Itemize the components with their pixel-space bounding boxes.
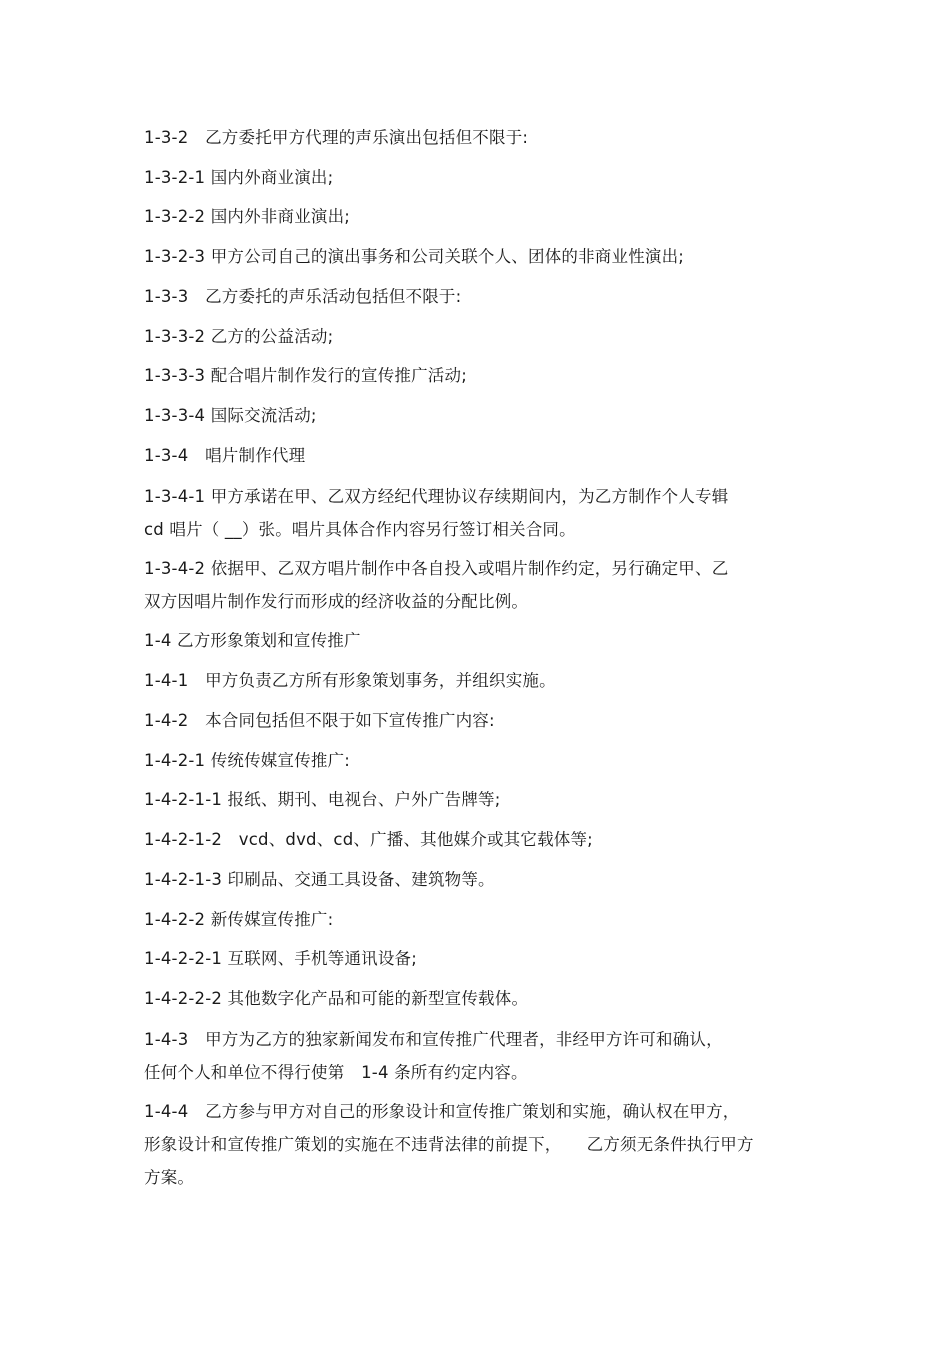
- clause-1-3-2-1: 1-3-2-1 国内外商业演出;: [144, 168, 334, 187]
- clause-1-4-2-1-1: 1-4-2-1-1 报纸、期刊、电视台、户外广告牌等;: [144, 790, 501, 809]
- clause-1-3-4-2: 1-3-4-2 依据甲、乙双方唱片制作中各自投入或唱片制作约定，另行确定甲、乙 双方因唱片制作发行而形成的经济收益的分配比例。: [144, 559, 729, 611]
- clause-1-4-2-2-2: 1-4-2-2-2 其他数字化产品和可能的新型宣传载体。: [144, 989, 529, 1008]
- clause-1-4-2-1-3: 1-4-2-1-3 印刷品、交通工具设备、建筑物等。: [144, 870, 495, 889]
- clause-1-4-2-2-1: 1-4-2-2-1 互联网、手机等通讯设备;: [144, 949, 418, 968]
- clause-1-4-2-1-2: 1-4-2-1-2 vcd、dvd、cd、广播、其他媒介或其它载体等;: [144, 830, 593, 849]
- clause-1-3-3-4: 1-3-3-4 国际交流活动;: [144, 406, 317, 425]
- clause-1-4-4: 1-4-4 乙方参与甲方对自己的形象设计和宣传推广策划和实施，确认权在甲方， 形象设计和宣传推广策划的实施在不违背法律的前提下， 乙方须无条件执行甲方 方案。: [144, 1102, 754, 1187]
- clause-1-3-2-2: 1-3-2-2 国内外非商业演出;: [144, 207, 351, 226]
- clause-1-3-4-1: 1-3-4-1 甲方承诺在甲、乙双方经纪代理协议存续期间内，为乙方制作个人专辑 cd 唱片（ __）张。唱片具体合作内容另行签订相关合同。: [144, 487, 729, 539]
- clause-1-4-2: 1-4-2 本合同包括但不限于如下宣传推广内容:: [144, 711, 495, 730]
- clause-1-3-3-2: 1-3-3-2 乙方的公益活动;: [144, 327, 334, 346]
- clause-1-4-1: 1-4-1 甲方负责乙方所有形象策划事务，并组织实施。: [144, 671, 556, 690]
- clause-1-4-2-1: 1-4-2-1 传统传媒宣传推广:: [144, 751, 351, 770]
- clause-1-4-3: 1-4-3 甲方为乙方的独家新闻发布和宣传推广代理者，非经甲方许可和确认， 任何个人和单位不得行使第 1-4 条所有约定内容。: [144, 1030, 723, 1082]
- clause-1-3-2: 1-3-2 乙方委托甲方代理的声乐演出包括但不限于:: [144, 128, 529, 147]
- clause-1-3-2-3: 1-3-2-3 甲方公司自己的演出事务和公司关联个人、团体的非商业性演出;: [144, 247, 685, 266]
- clause-1-3-3-3: 1-3-3-3 配合唱片制作发行的宣传推广活动;: [144, 366, 467, 385]
- clause-1-4-2-2: 1-4-2-2 新传媒宣传推广:: [144, 910, 334, 929]
- clause-1-4: 1-4 乙方形象策划和宣传推广: [144, 631, 361, 650]
- clause-1-3-3: 1-3-3 乙方委托的声乐活动包括但不限于:: [144, 287, 462, 306]
- clause-1-3-4: 1-3-4 唱片制作代理: [144, 446, 306, 465]
